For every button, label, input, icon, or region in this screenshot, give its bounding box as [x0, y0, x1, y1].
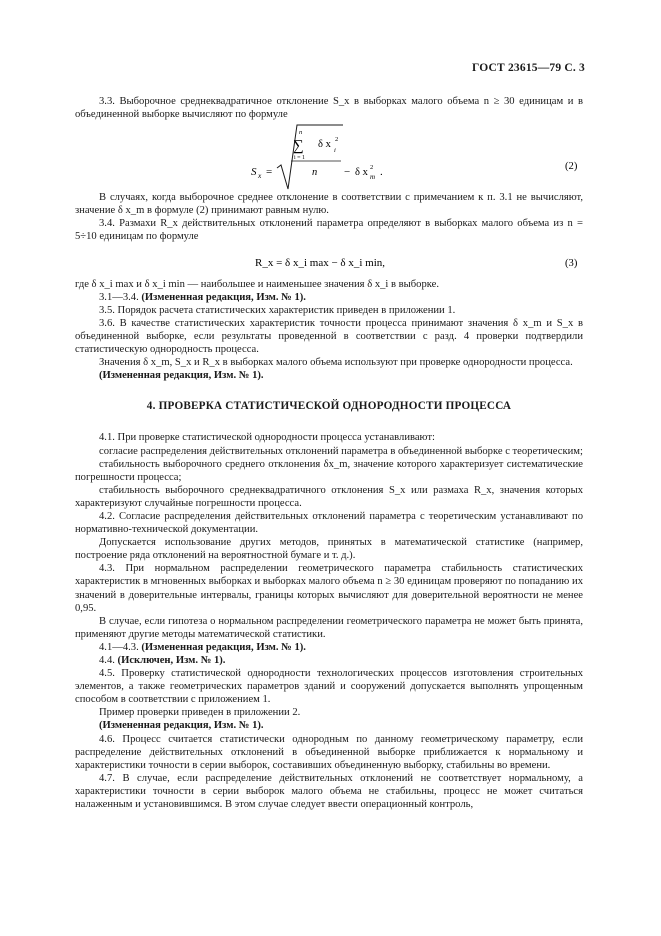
formula-3	[75, 244, 583, 278]
paragraph-4-2: 4.2. Согласие распределения действительных отклонений параметра с теоретическим устанавливают по нормативно-технической документации.	[75, 510, 583, 536]
paragraph-4-3-b: В случае, если гипотеза о нормальном распределении геометрического параметра не может быть принята, применяют другие методы математической статистики.	[75, 615, 583, 640]
formula-2-end: .	[380, 166, 383, 179]
paragraph-4-3: 4.3. При нормальном распределении геометрического параметра стабильность статистических характеристик в мгновенных выборках и выборках малого объема n ≥ 30 единицам проверяют по попаданию их значений в доверительные интервалы, границы которых вычисляют для доверительной вероятности не менее 0,95.	[75, 563, 583, 614]
paragraph-4-1: 4.1. При проверке статистической однородности процесса устанавливают:	[99, 432, 435, 444]
formula-2-num-sub: i	[334, 147, 336, 155]
amendment-note: (Измененная редакция, Изм. № 1).	[99, 370, 264, 382]
section-4-heading: 4. ПРОВЕРКА СТАТИСТИЧЕСКОЙ ОДНОРОДНОСТИ ПРОЦЕССА	[146, 400, 512, 413]
paragraph-4-5: 4.5. Проверку статистической однородности технологических процессов изготовления строительных элементов, а также геометрических параметров зданий и сооружений допускается выполнять упрощенным способом в соответствии с приложением 1.	[75, 668, 583, 706]
paragraph-3-5: 3.5. Порядок расчета статистических характеристик приведен в приложении 1.	[99, 304, 456, 316]
paragraph-where: где δ x_i max и δ x_i min — наибольшее и наименьшее значения δ x_i в выборке.	[75, 278, 440, 290]
paragraph-3-1-3-4-label: 3.1—3.4.	[99, 291, 139, 303]
formula-2-num-term: δ x	[318, 139, 331, 151]
paragraph-3-4: 3.4. Размахи R_x действительных отклонений параметра определяют в выборках малого объема из n = 5÷10 единицам по формуле	[75, 218, 583, 243]
formula-3-expression: R_x = δ x_i max − δ x_i min,	[255, 256, 386, 269]
paragraph-4-4	[75, 654, 583, 667]
formula-3-graphic	[75, 244, 583, 278]
paragraph-3-3: 3.3. Выборочное среднеквадратичное отклонение S_x в выборках малого объема n ≥ 30 единицам и в объединенной выборке вычисляют по формуле	[75, 96, 583, 121]
paragraph-4-1-a: согласие распределения действительных отклонений параметра в объединенной выборке с теоретическим;	[99, 445, 583, 457]
formula-2-num-sup: 2	[335, 136, 339, 144]
amendment-note: (Измененная редакция, Изм. № 1).	[99, 720, 264, 732]
formula-2	[75, 123, 583, 191]
formula-2-lhs: S	[251, 166, 257, 179]
formula-2-tail-sup: 2	[370, 164, 374, 172]
page-header: ГОСТ 23615—79 С. 3	[472, 62, 585, 74]
paragraph-4-4-label: 4.4.	[99, 655, 115, 666]
amendment-note: (Измененная редакция, Изм. № 1).	[141, 641, 306, 653]
paragraph-cases: В случаях, когда выборочное среднее отклонение в соответствии с примечанием к п. 3.1 не вычисляют, значение δ x_m в формуле (2) принимают равным нулю.	[75, 192, 583, 217]
formula-3-number: (3)	[565, 257, 578, 269]
formula-2-sum-lower: i = 1	[294, 155, 306, 162]
formula-2-denominator: n	[312, 167, 318, 179]
paragraph-example: Пример проверки приведен в приложении 2.	[99, 707, 301, 719]
paragraph-4-1-c: стабильность выборочного среднеквадратичного отклонения S_x или размаха R_x, значения которых характеризуют случайные погрешности процесса.	[75, 484, 583, 509]
formula-2-minus: −	[344, 166, 351, 179]
paragraph-4-7: 4.7. В случае, если распределение действительных отклонений не соответствует нормальному, а характеристики точности в серии выборок малого объема не стабильны, процесс не может считаться налаженным и установившимся. В этом случае следует ввести операционный контроль,	[75, 772, 583, 811]
formula-2-sqrt-sign	[277, 125, 343, 189]
paragraph-4-6: 4.6. Процесс считается статистически однородным по данному геометрическому параметру, если распределение действительных отклонений в объединенной выборке приближается к нормальному и характеристики точности в серии выборок, составивших объединенную выборку, стабильны во времени.	[75, 733, 583, 771]
excluded-note: (Исключен, Изм. № 1).	[117, 655, 226, 666]
paragraph-4-2-b: Допускается использование других методов, принятых в математической статистике (например, построение ряда отклонений на вероятностной бумаге и т. д.).	[75, 537, 583, 562]
paragraph-4-1-b: стабильность выборочного среднего отклонения δx_m, значение которого характеризует систематические погрешности процесса;	[75, 458, 583, 483]
formula-2-equals: =	[266, 166, 273, 179]
paragraph-3-1-3-4	[75, 291, 583, 304]
formula-2-lhs-sub: x	[258, 171, 262, 181]
formula-2-sum-sign: ∑	[293, 138, 304, 155]
amendment-note: (Измененная редакция, Изм. № 1).	[141, 291, 306, 303]
formula-2-graphic	[75, 123, 583, 191]
formula-2-tail: δ x	[355, 167, 368, 179]
document-body	[75, 95, 583, 811]
formula-2-number: (2)	[565, 161, 578, 173]
paragraph-3-6: 3.6. В качестве статистических характеристик точности процесса принимают значения δ x_m и S_x в объединенной выборке, если результаты проведенной в соответствии с разд. 4 проверки подтвердили статистическую однородность процесса.	[75, 317, 583, 356]
paragraph-values: Значения δ x_m, S_x и R_x в выборках малого объема используют при проверке однородности процесса.	[99, 357, 573, 369]
formula-2-tail-sub: m	[370, 173, 376, 182]
formula-2-sum-upper: n	[299, 129, 303, 137]
paragraph-4-1-4-3-label: 4.1—4.3.	[99, 641, 139, 653]
paragraph-4-1-4-3	[75, 641, 583, 654]
